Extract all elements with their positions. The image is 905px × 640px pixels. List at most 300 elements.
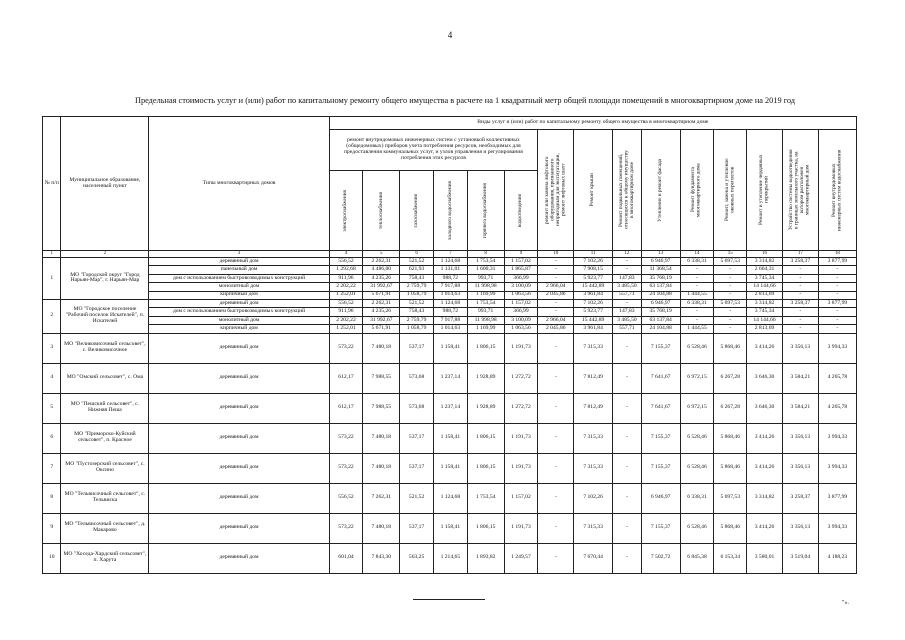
value-cell: 1 806,15	[467, 333, 504, 363]
value-cell: 3 414,26	[747, 453, 783, 483]
value-cell: 7 155,37	[641, 423, 680, 453]
value-cell: 573,22	[329, 423, 363, 453]
value-cell: 3 994,33	[818, 453, 856, 483]
value-cell: 147,83	[613, 308, 642, 316]
value-cell: 2 045,86	[538, 291, 574, 299]
value-cell: 3 258,37	[782, 483, 818, 513]
value-cell: 63 137,84	[641, 283, 680, 291]
value-cell: 573,22	[329, 513, 363, 543]
value-cell: 5 868,46	[714, 513, 747, 543]
value-cell: 988,72	[433, 308, 467, 316]
value-cell: 7 641,67	[641, 393, 680, 423]
table-row	[43, 308, 857, 316]
value-cell: 1 806,15	[467, 513, 504, 543]
value-cell: 7 480,18	[363, 333, 400, 363]
value-cell: 3 877,99	[818, 483, 856, 513]
value-cell: -	[538, 393, 574, 423]
value-cell: 2 759,79	[400, 316, 434, 324]
value-cell: -	[818, 274, 856, 282]
value-cell: 3 485,50	[613, 316, 642, 324]
value-cell: 5 671,91	[363, 291, 400, 299]
value-cell: 31 992,67	[363, 283, 400, 291]
value-cell: 1 806,15	[467, 423, 504, 453]
column-number: 14	[680, 251, 714, 258]
value-cell: 3 877,99	[818, 299, 856, 307]
value-cell: -	[538, 333, 574, 363]
value-cell: 3 414,26	[747, 333, 783, 363]
footer-mark: "».	[842, 600, 849, 606]
house-type-cell: деревянный дом	[149, 363, 329, 393]
value-cell: -	[538, 299, 574, 307]
value-cell: -	[818, 316, 856, 324]
value-cell: 5 868,46	[714, 333, 747, 363]
value-cell: 7 480,18	[363, 423, 400, 453]
value-cell: 556,52	[329, 258, 363, 266]
value-cell: 3 356,13	[782, 333, 818, 363]
municipality-cell: МО "Омский сельсовет", с. Ома	[61, 363, 149, 393]
value-cell: 1 249,57	[504, 543, 538, 573]
value-cell: 6 528,46	[680, 453, 714, 483]
value-cell: 6 338,31	[680, 483, 714, 513]
value-cell: 1 063,56	[504, 325, 538, 333]
value-cell: 7 102,26	[574, 483, 613, 513]
house-type-cell: дом с использованием быстровозводимых конструкций	[149, 308, 329, 316]
value-cell: 3 994,33	[818, 513, 856, 543]
value-cell: 1 272,72	[504, 363, 538, 393]
value-cell: 2 262,31	[363, 299, 400, 307]
municipality-cell: МО "Тельвисочный сельсовет", д. Макарово	[61, 513, 149, 543]
value-cell: 7 315,33	[574, 453, 613, 483]
value-cell: 5 868,46	[714, 453, 747, 483]
value-cell: 7 670,44	[574, 543, 613, 573]
column-number: 17	[782, 251, 818, 258]
value-cell: 6 338,31	[680, 258, 714, 266]
value-cell: 3 485,50	[613, 283, 642, 291]
value-cell: 6 946,97	[641, 483, 680, 513]
value-cell: -	[782, 266, 818, 274]
value-cell: 7 988,55	[363, 363, 400, 393]
value-cell: 1 214,65	[433, 543, 467, 573]
value-cell: 1 444,55	[680, 325, 714, 333]
value-cell: 15 442,89	[574, 283, 613, 291]
value-cell: 7 480,18	[363, 453, 400, 483]
value-cell: -	[538, 258, 574, 266]
value-cell: 758,43	[400, 274, 434, 282]
value-cell: 621,93	[400, 266, 434, 274]
column-number: 7	[433, 251, 467, 258]
column-number: 4	[329, 251, 363, 258]
value-cell: 1 928,89	[467, 393, 504, 423]
value-cell: 2 202,22	[329, 316, 363, 324]
value-cell: -	[714, 291, 747, 299]
value-cell: 1 191,73	[504, 453, 538, 483]
value-cell: 7 102,26	[574, 299, 613, 307]
row-number: 9	[43, 513, 61, 543]
value-cell: 1 865,87	[504, 266, 538, 274]
row-number: 3	[43, 333, 61, 363]
value-cell: 3 258,37	[782, 258, 818, 266]
house-type-cell: деревянный дом	[149, 543, 329, 573]
value-cell: -	[782, 291, 818, 299]
value-cell: -	[613, 543, 642, 573]
value-cell: 1 191,73	[504, 513, 538, 543]
column-number: 3	[149, 251, 329, 258]
value-cell: 63 137,84	[641, 316, 680, 324]
value-cell: 1 169,99	[467, 291, 504, 299]
house-type-cell: деревянный дом	[149, 299, 329, 307]
value-cell: 1 063,56	[504, 291, 538, 299]
value-cell: 3 994,33	[818, 333, 856, 363]
table-row	[43, 283, 857, 291]
value-cell: 2 966,04	[538, 316, 574, 324]
value-cell: -	[818, 283, 856, 291]
house-type-cell: деревянный дом	[149, 258, 329, 266]
value-cell: -	[538, 274, 574, 282]
value-cell: 6 845,38	[680, 543, 714, 573]
value-cell: 6 267,28	[714, 363, 747, 393]
value-cell: 11 368,54	[641, 266, 680, 274]
header-col-7: холодного водоснабжения	[433, 171, 467, 251]
value-cell: 7 262,31	[363, 483, 400, 513]
header-col-12: Ремонт подвальных помещений, относящихся к общему имуществу в многоквартирном доме	[613, 130, 642, 251]
municipality-cell: МО "Приморско-Куйский сельсовет", п. Красное	[61, 423, 149, 453]
value-cell: 31 992,67	[363, 316, 400, 324]
value-cell: 537,17	[400, 423, 434, 453]
value-cell: 3 258,37	[782, 299, 818, 307]
value-cell: 4 188,23	[818, 543, 856, 573]
value-cell: -	[613, 333, 642, 363]
row-number: 1	[43, 258, 61, 300]
value-cell: 147,83	[613, 274, 642, 282]
value-cell: 1 272,72	[504, 393, 538, 423]
value-cell: 7 502,72	[641, 543, 680, 573]
value-cell: 2 813,69	[747, 325, 783, 333]
value-cell: 3 745,34	[747, 274, 783, 282]
value-cell: 7 155,37	[641, 453, 680, 483]
value-cell: -	[680, 266, 714, 274]
table-row	[43, 291, 857, 299]
value-cell: 7 812,49	[574, 363, 613, 393]
house-type-cell: деревянный дом	[149, 453, 329, 483]
value-cell: 573,22	[329, 453, 363, 483]
value-cell: 3 356,13	[782, 453, 818, 483]
value-cell: 5 671,91	[363, 325, 400, 333]
value-cell: -	[782, 308, 818, 316]
value-cell: 556,52	[329, 483, 363, 513]
value-cell: 7 917,88	[433, 316, 467, 324]
value-cell: 537,17	[400, 333, 434, 363]
house-type-cell: деревянный дом	[149, 423, 329, 453]
table-row	[43, 299, 857, 307]
value-cell: 15 442,89	[574, 316, 613, 324]
value-cell: 3 584,21	[782, 363, 818, 393]
value-cell: 521,52	[400, 483, 434, 513]
value-cell: 5 697,53	[714, 483, 747, 513]
value-cell: 1 806,15	[467, 453, 504, 483]
value-cell: 3 745,34	[747, 308, 783, 316]
value-cell: 1 237,14	[433, 363, 467, 393]
value-cell: 4 265,78	[818, 363, 856, 393]
value-cell: -	[538, 363, 574, 393]
table-row	[43, 483, 857, 513]
cost-table	[42, 116, 857, 574]
house-type-cell: дом с использованием быстровозводимых конструкций	[149, 274, 329, 282]
value-cell: 7 102,26	[574, 258, 613, 266]
value-cell: -	[538, 453, 574, 483]
value-cell: -	[782, 283, 818, 291]
value-cell: 1 191,73	[504, 423, 538, 453]
value-cell: 3 877,99	[818, 258, 856, 266]
column-number: 12	[613, 251, 642, 258]
value-cell: 3 580,01	[747, 543, 783, 573]
row-number: 8	[43, 483, 61, 513]
house-type-cell: монолитный дом	[149, 316, 329, 324]
value-cell: 6 528,46	[680, 423, 714, 453]
header-col-5: теплоснабжения	[363, 171, 400, 251]
value-cell: -	[714, 283, 747, 291]
house-type-cell: панельный дом	[149, 266, 329, 274]
value-cell: 1 158,41	[433, 513, 467, 543]
value-cell: 2 664,31	[747, 266, 783, 274]
value-cell: 1 014,63	[433, 325, 467, 333]
value-cell: 521,52	[400, 258, 434, 266]
column-number: 18	[818, 251, 856, 258]
value-cell: 1 058,79	[400, 291, 434, 299]
header-house-types: Типы многоквартирных домов	[149, 117, 329, 251]
value-cell: 5 868,46	[714, 423, 747, 453]
value-cell: 3 414,26	[747, 513, 783, 543]
value-cell: 11 998,98	[467, 283, 504, 291]
value-cell: 5 923,77	[574, 274, 613, 282]
municipality-cell: МО "Хоседа-Хардский сельсовет", п. Харута	[61, 543, 149, 573]
header-col-13: Утепление и ремонт фасада	[641, 130, 680, 251]
value-cell: 1 014,63	[433, 291, 467, 299]
value-cell: 2 759,79	[400, 283, 434, 291]
value-cell: 3 961,84	[574, 291, 613, 299]
value-cell: 7 315,33	[574, 513, 613, 543]
value-cell: 3 994,33	[818, 423, 856, 453]
value-cell: 1 157,02	[504, 258, 538, 266]
value-cell: -	[714, 274, 747, 282]
header-col-11: Ремонт крыши	[574, 130, 613, 251]
value-cell: 556,52	[329, 299, 363, 307]
value-cell: -	[680, 316, 714, 324]
value-cell: 557,71	[613, 325, 642, 333]
value-cell: 14 144,66	[747, 316, 783, 324]
value-cell: 24 104,88	[641, 325, 680, 333]
value-cell: 1 237,14	[433, 393, 467, 423]
value-cell: -	[818, 266, 856, 274]
value-cell: 563,25	[400, 543, 434, 573]
value-cell: -	[714, 308, 747, 316]
header-no: № п/п	[43, 117, 61, 251]
value-cell: -	[680, 283, 714, 291]
value-cell: 4 265,78	[818, 393, 856, 423]
value-cell: 7 908,15	[574, 266, 613, 274]
table-row	[43, 423, 857, 453]
value-cell: 6 946,97	[641, 299, 680, 307]
municipality-cell: МО "Городское поселение "Рабочий поселок Искателей", п. Искателей	[61, 299, 149, 333]
value-cell: 1 131,01	[433, 266, 467, 274]
column-number: 16	[747, 251, 783, 258]
column-number-row	[43, 251, 857, 258]
value-cell: 1 157,02	[504, 483, 538, 513]
value-cell: -	[714, 266, 747, 274]
value-cell: 1 252,01	[329, 291, 363, 299]
value-cell: 521,52	[400, 299, 434, 307]
header-systems-group: ремонт внутридомовых инженерных систем с установкой коллективных (общедомовых) приборов учета потребления ресурсов, необходимых для предоставления коммунальных услуг, и узлов управления и регулирования потребления этих ресурсов	[329, 130, 538, 171]
header-col-9: водоотведения	[504, 171, 538, 251]
value-cell: 7 812,49	[574, 393, 613, 423]
value-cell: 612,17	[329, 393, 363, 423]
header-col-14: Ремонт фундамента многоквартирного дома	[680, 130, 714, 251]
value-cell: 6 338,31	[680, 299, 714, 307]
table-row	[43, 266, 857, 274]
value-cell: 1 158,41	[433, 453, 467, 483]
row-number: 5	[43, 393, 61, 423]
value-cell: 4 235,26	[363, 274, 400, 282]
value-cell: -	[538, 266, 574, 274]
value-cell: 3 961,84	[574, 325, 613, 333]
value-cell: 7 155,37	[641, 513, 680, 543]
municipality-cell: МО "Городской округ "Город Нарьян-Мар", г. Нарьян-Мар	[61, 258, 149, 300]
value-cell: 6 528,46	[680, 513, 714, 543]
value-cell: -	[680, 308, 714, 316]
value-cell: 6 946,97	[641, 258, 680, 266]
value-cell: 2 202,22	[329, 283, 363, 291]
house-type-cell: монолитный дом	[149, 283, 329, 291]
value-cell: 612,17	[329, 363, 363, 393]
value-cell: -	[782, 316, 818, 324]
table-row	[43, 543, 857, 573]
value-cell: 993,71	[467, 308, 504, 316]
value-cell: -	[613, 258, 642, 266]
value-cell: -	[714, 325, 747, 333]
value-cell: 1 753,54	[467, 299, 504, 307]
value-cell: 1 753,54	[467, 483, 504, 513]
table-title: Предельная стоимость услуг и (или) работ по капитальному ремонту общего имущества в расчете на 1 квадратный метр общей площади помещений в многоквартирном доме на 2019 год	[134, 96, 796, 105]
value-cell: 6 267,28	[714, 393, 747, 423]
table-row	[43, 513, 857, 543]
municipality-cell: МО "Тельвисочный сельсовет", с. Тельвиска	[61, 483, 149, 513]
value-cell: 5 697,53	[714, 299, 747, 307]
value-cell: 1 444,55	[680, 291, 714, 299]
value-cell: 993,71	[467, 274, 504, 282]
value-cell: -	[538, 513, 574, 543]
value-cell: 1 753,54	[467, 258, 504, 266]
value-cell: 366,99	[504, 308, 538, 316]
house-type-cell: кирпичный дом	[149, 291, 329, 299]
row-number: 4	[43, 363, 61, 393]
house-type-cell: деревянный дом	[149, 333, 329, 363]
value-cell: 11 998,98	[467, 316, 504, 324]
value-cell: 573,22	[329, 333, 363, 363]
value-cell: 601,04	[329, 543, 363, 573]
header-col-15: Ремонт, замена и утепление оконных переплетов	[714, 130, 747, 251]
value-cell: -	[714, 316, 747, 324]
value-cell: 3 314,82	[747, 483, 783, 513]
municipality-cell: МО "Великовисочный сельсовет", с. Великовисочное	[61, 333, 149, 363]
value-cell: -	[538, 423, 574, 453]
value-cell: 1 928,89	[467, 363, 504, 393]
municipality-cell: МО "Пустозерский сельсовет", с. Оксино	[61, 453, 149, 483]
value-cell: 573,68	[400, 363, 434, 393]
row-number: 7	[43, 453, 61, 483]
value-cell: 1 058,79	[400, 325, 434, 333]
value-cell: 557,71	[613, 291, 642, 299]
value-cell: 988,72	[433, 274, 467, 282]
value-cell: 5 923,77	[574, 308, 613, 316]
value-cell: 3 356,13	[782, 513, 818, 543]
header-col-16: Ремонт и утепление чердачных перекрытий	[747, 130, 783, 251]
value-cell: -	[613, 483, 642, 513]
value-cell: 4 486,00	[363, 266, 400, 274]
value-cell: 2 813,69	[747, 291, 783, 299]
value-cell: -	[782, 274, 818, 282]
value-cell: 3 519,04	[782, 543, 818, 573]
column-number: 1	[43, 251, 61, 258]
value-cell: 24 104,88	[641, 291, 680, 299]
value-cell: 5 697,53	[714, 258, 747, 266]
value-cell: 3 646,30	[747, 363, 783, 393]
table-row	[43, 333, 857, 363]
row-number: 2	[43, 299, 61, 333]
house-type-cell: деревянный дом	[149, 513, 329, 543]
header-col-17: Устройство системы водоотведения в границах земельного участка, на котором расположен многоквартирный дом	[782, 130, 818, 251]
value-cell: -	[613, 363, 642, 393]
value-cell: -	[613, 423, 642, 453]
value-cell: 2 045,86	[538, 325, 574, 333]
value-cell: 1 252,01	[329, 325, 363, 333]
value-cell: 911,96	[329, 274, 363, 282]
table-row	[43, 453, 857, 483]
value-cell: 7 843,30	[363, 543, 400, 573]
value-cell: 7 315,33	[574, 423, 613, 453]
row-number: 6	[43, 423, 61, 453]
value-cell: 6 528,46	[680, 333, 714, 363]
value-cell: -	[782, 325, 818, 333]
table-row	[43, 363, 857, 393]
page-number: 4	[447, 30, 453, 40]
value-cell: -	[613, 393, 642, 423]
column-number: 13	[641, 251, 680, 258]
house-type-cell: деревянный дом	[149, 393, 329, 423]
value-cell: 911,96	[329, 308, 363, 316]
value-cell: -	[538, 308, 574, 316]
value-cell: 3 646,30	[747, 393, 783, 423]
column-number: 11	[574, 251, 613, 258]
value-cell: 1 158,41	[433, 423, 467, 453]
value-cell: 3 584,21	[782, 393, 818, 423]
value-cell: -	[818, 291, 856, 299]
value-cell: -	[613, 299, 642, 307]
row-number: 10	[43, 543, 61, 573]
table-row	[43, 393, 857, 423]
value-cell: -	[538, 543, 574, 573]
value-cell: 3 356,13	[782, 423, 818, 453]
house-type-cell: кирпичный дом	[149, 325, 329, 333]
value-cell: -	[818, 308, 856, 316]
value-cell: 6 972,15	[680, 363, 714, 393]
column-number: 8	[467, 251, 504, 258]
value-cell: -	[613, 513, 642, 543]
municipality-cell: МО "Пешский сельсовет", с. Нижняя Пеша	[61, 393, 149, 423]
value-cell: 1 124,68	[433, 299, 467, 307]
value-cell: 1 169,99	[467, 325, 504, 333]
column-number: 9	[504, 251, 538, 258]
value-cell: 1 893,82	[467, 543, 504, 573]
column-number: 5	[363, 251, 400, 258]
